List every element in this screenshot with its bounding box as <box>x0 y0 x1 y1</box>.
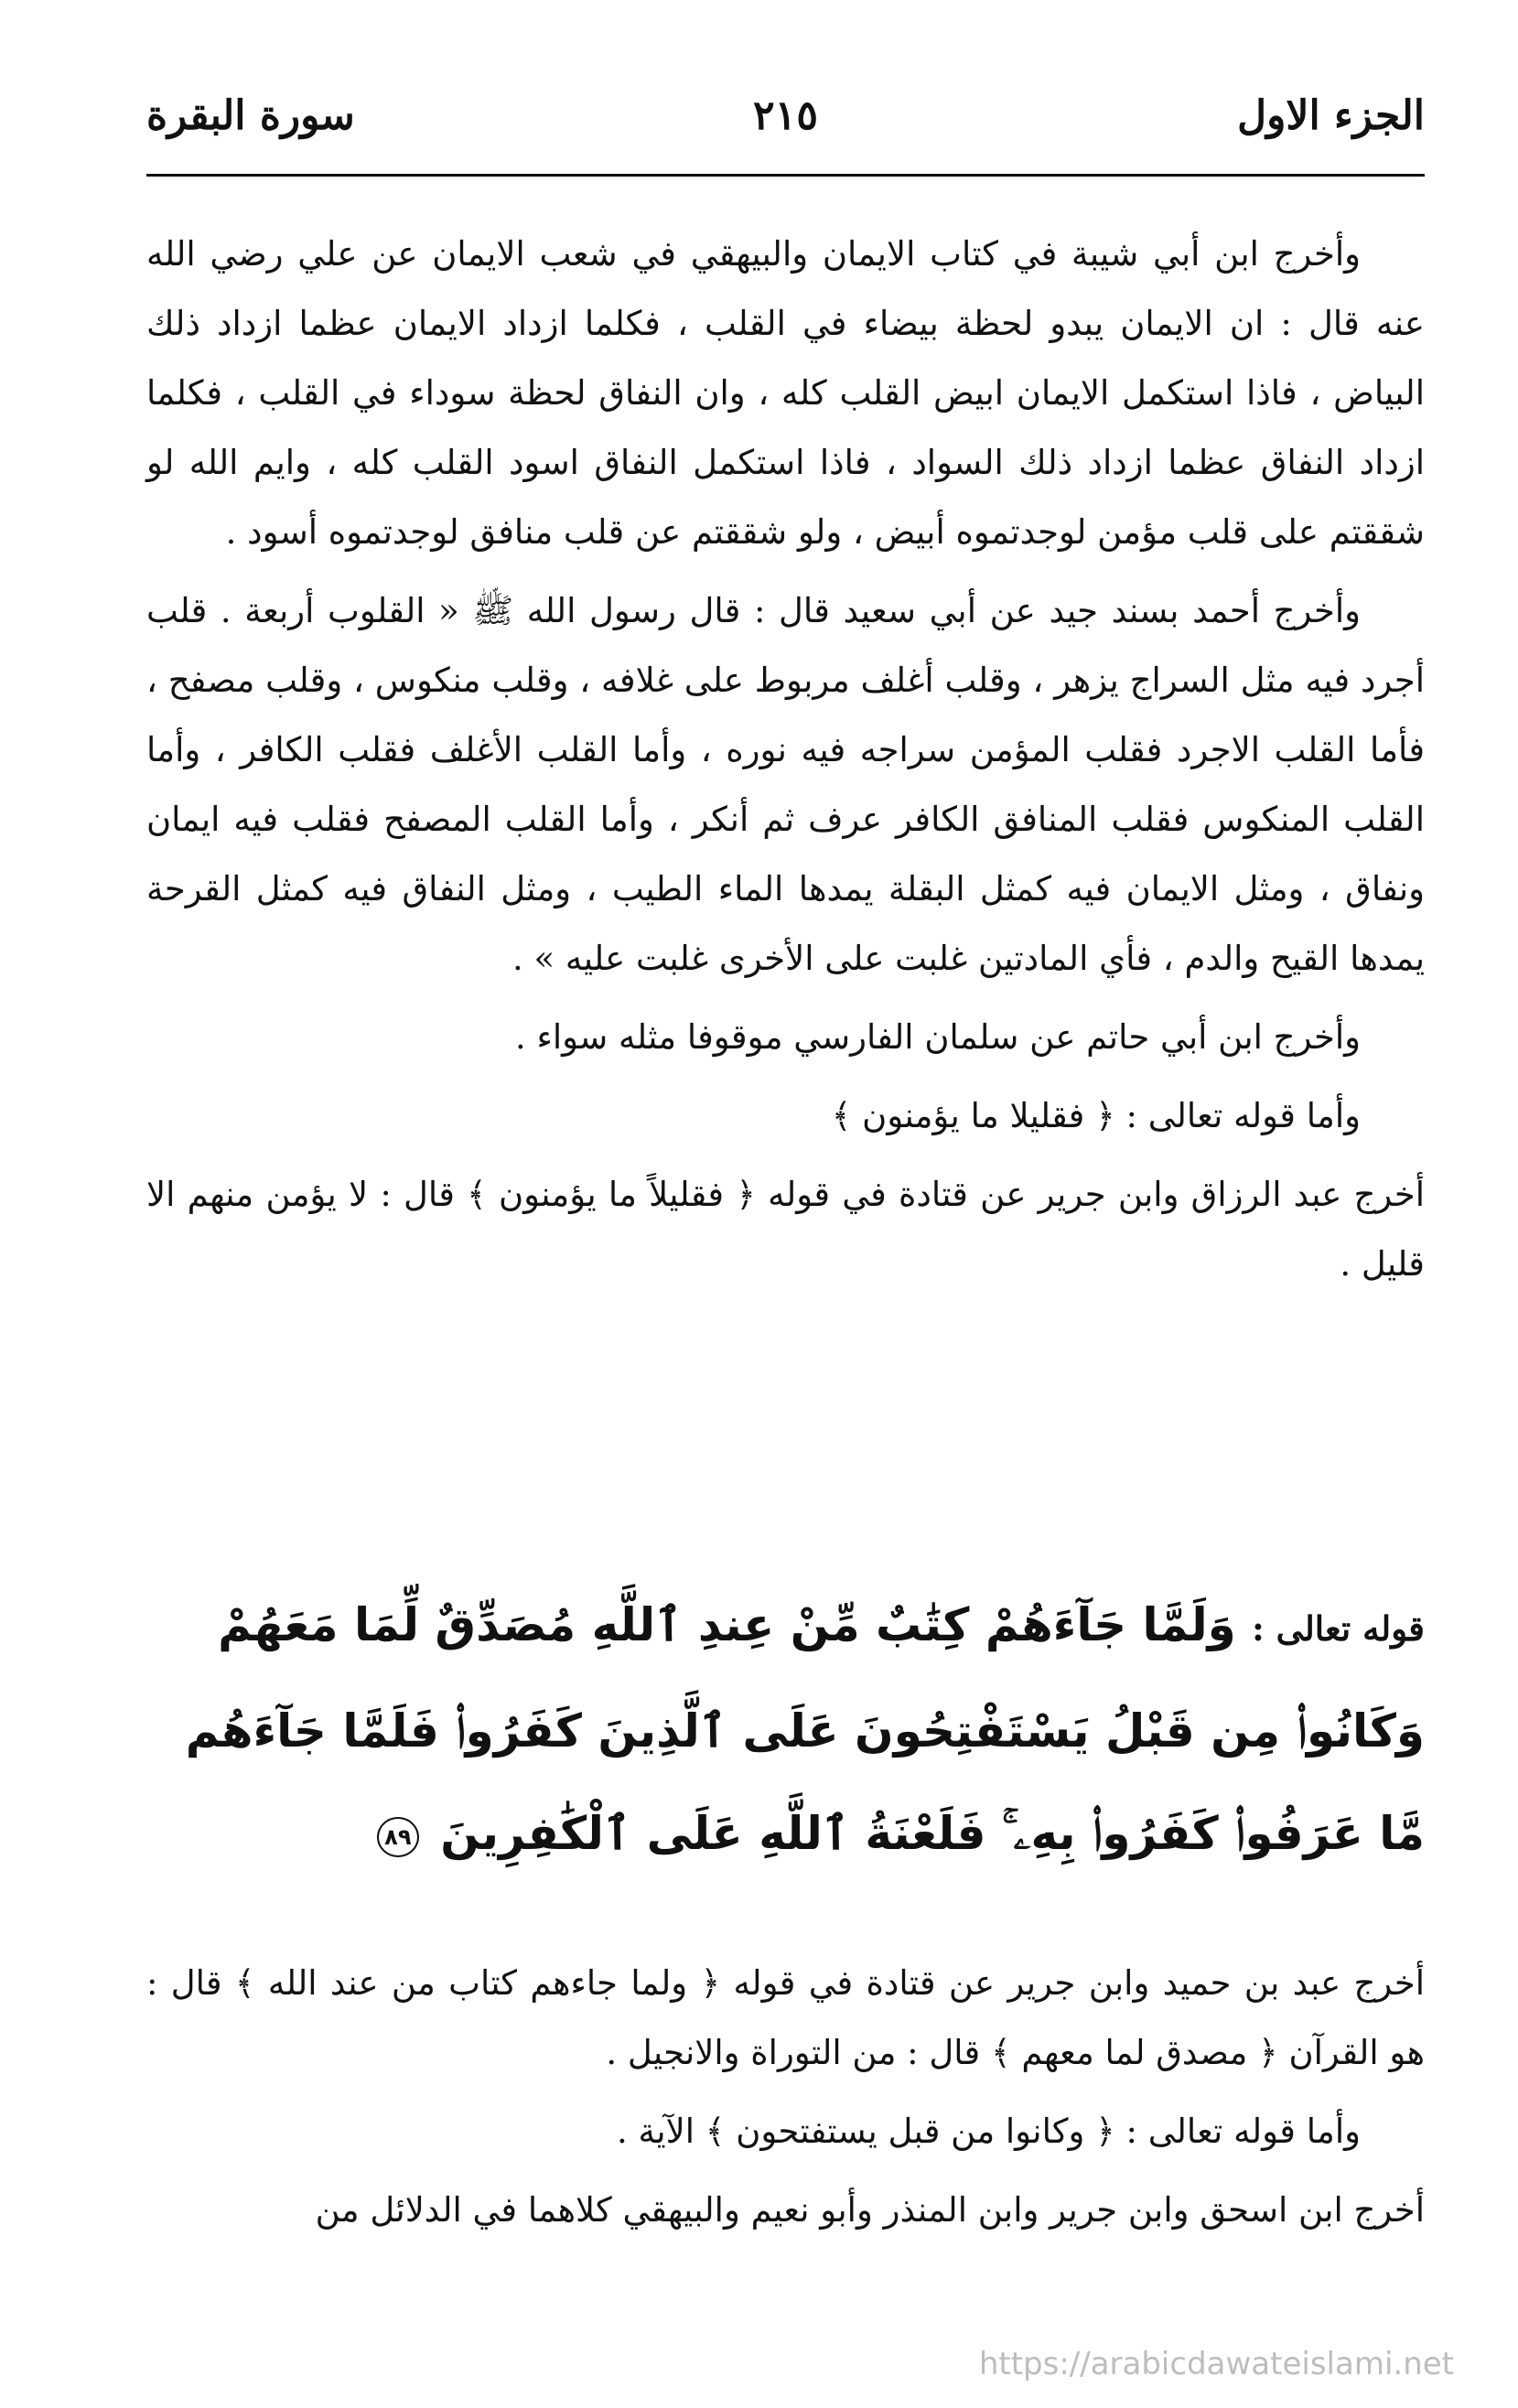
paragraph-ahmad-hadith: وأخرج أحمد بسند جيد عن أبي سعيد قال : قال رسول الله ﷺ « القلوب أربعة . قلب أجرد فيه مثل السراج يزهر ، وقلب أغلف مربوط على غلافه ، وقلب منكوس ، وقلب مصفح ، فأما القلب الاجرد فقلب المؤمن سراجه فيه نوره ، وأما القلب الأغلف فقلب الكافر ، وأما القلب المنكوس فقلب المنافق الكافر عرف ثم أنكر ، وأما القلب المصفح فقلب فيه ايمان ونفاق ، ومثل الايمان فيه كمثل البقلة يمدها الماء الطيب ، ومثل النفاق فيه كمثل القرحة يمدها القيح والدم ، فأي المادتين غلبت على الأخرى غلبت عليه » . <box>146 591 1425 978</box>
quran-verse-text: وَلَمَّا جَآءَهُمْ كِتَٰبٌ مِّنْ عِندِ ٱللَّهِ مُصَدِّقٌ لِّمَا مَعَهُمْ وَكَانُوا۟ مِن قَبْلُ يَسْتَفْتِحُونَ عَلَى ٱلَّذِينَ كَفَرُوا۟ فَلَمَّا جَآءَهُم مَّا عَرَفُوا۟ كَفَرُوا۟ بِهِۦ ۚ فَلَعْنَةُ ٱللَّهِ عَلَى ٱلْكَٰفِرِينَ <box>185 1598 1425 1860</box>
main-text-lower <box>146 1949 1425 2254</box>
header-part: الجزء الاول <box>1237 92 1425 139</box>
main-text-upper <box>146 220 1425 1308</box>
paragraph-abd-al-razzaq: أخرج عبد الرزاق وابن جرير عن قتادة في قوله ﴿ فقليلاً ما يؤمنون ﴾ قال : لا يؤمن منهم الا قليل . <box>146 1175 1425 1284</box>
paragraph-ibn-ishaq: أخرج ابن اسحق وابن جرير وابن المنذر وأبو نعيم والبيهقي كلاهما في الدلائل من <box>315 2190 1425 2230</box>
header-surah: سورة البقرة <box>146 92 355 139</box>
quran-intro: قوله تعالى : <box>1252 1608 1425 1649</box>
paragraph-abd-ibn-humayd: أخرج عبد بن حميد وابن جرير عن قتادة في قوله ﴿ ولما جاءهم كتاب من عند الله ﴾ قال : هو القرآن ﴿ مصدق لما معهم ﴾ قال : من التوراة والانجيل . <box>146 1963 1425 2072</box>
header-divider <box>146 174 1425 177</box>
watermark-url: https://arabicdawateislami.net <box>978 2346 1454 2382</box>
paragraph-ali-hadith: وأخرج ابن أبي شيبة في كتاب الايمان والبيهقي في شعب الايمان عن علي رضي الله عنه قال : ان الايمان يبدو لحظة بيضاء في القلب ، فكلما ازداد الايمان عظما ازداد ذلك البياض ، فاذا استكمل الايمان ابيض القلب كله ، وان النفاق لحظة سوداء في القلب ، فكلما ازداد النفاق عظما ازداد ذلك السواد ، فاذا استكمل النفاق اسود القلب كله ، وايم الله لو شققتم على قلب مؤمن لوجدتموه أبيض ، ولو شققتم عن قلب منافق لوجدتموه أسود . <box>146 234 1425 552</box>
page-header <box>146 84 1425 157</box>
paragraph-abi-hatim: وأخرج ابن أبي حاتم عن سلمان الفارسي موقوفا مثله سواء . <box>514 1017 1361 1057</box>
quran-verse-block <box>146 1574 1425 1903</box>
header-page-number: ٢١٥ <box>753 92 818 139</box>
ayah-number-marker: ٨٩ <box>377 1817 419 1857</box>
paragraph-qawluhu-yastaftihun: وأما قوله تعالى : ﴿ وكانوا من قبل يستفتحون ﴾ الآية . <box>617 2112 1361 2151</box>
paragraph-qawluhu-fa-qalilan: وأما قوله تعالى : ﴿ فقليلا ما يؤمنون ﴾ <box>831 1096 1361 1135</box>
